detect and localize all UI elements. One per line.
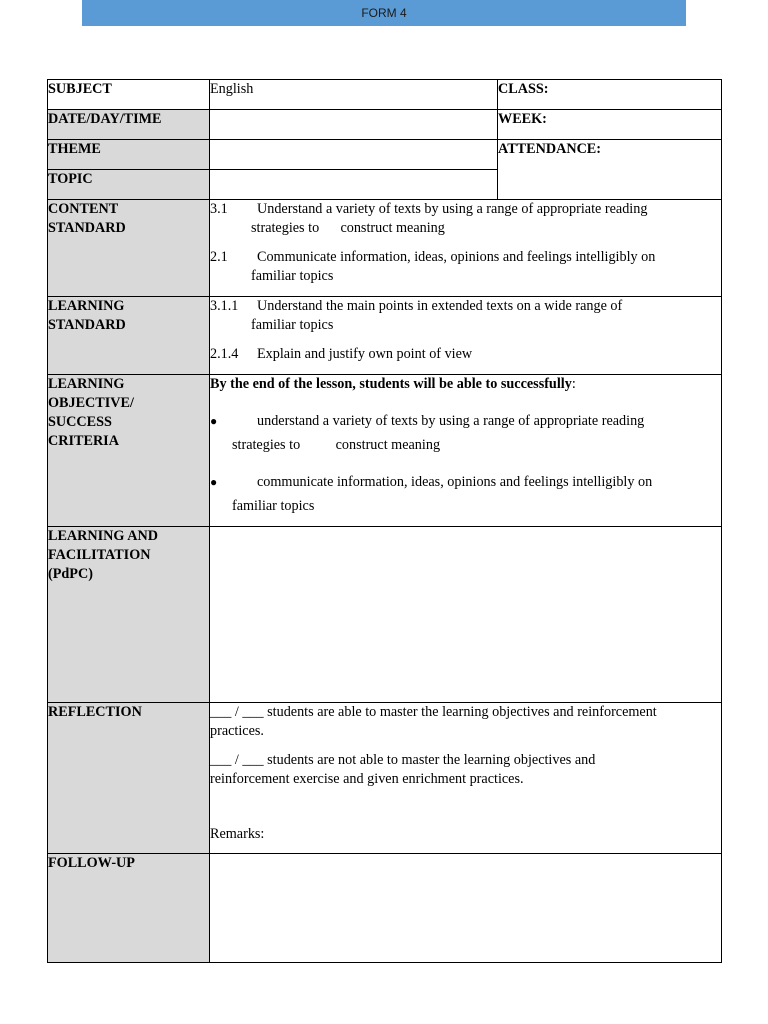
remarks-label: Remarks: [210, 826, 265, 842]
followup-label: FOLLOW-UP [48, 854, 210, 963]
content-standard-value[interactable]: 3.1 Understand a variety of texts by using a range of appropriate reading strategies to construct meaning 2.1 Communicate information, ideas, opinions and feelings intelligibly on familiar topics [210, 200, 722, 297]
content-standard-item: 3.1 Understand a variety of texts by using a range of appropriate reading [210, 201, 648, 217]
subject-label: SUBJECT [48, 80, 210, 110]
form-header-bar [82, 0, 686, 26]
reflection-row [48, 703, 722, 854]
class-label[interactable]: CLASS: [498, 80, 722, 110]
subject-value[interactable]: English [210, 80, 498, 110]
date-label: DATE/DAY/TIME [48, 110, 210, 140]
objective-row [48, 375, 722, 527]
week-label[interactable]: WEEK: [498, 110, 722, 140]
learning-standard-row [48, 297, 722, 375]
attendance-label[interactable]: ATTENDANCE: [498, 140, 722, 200]
theme-label: THEME [48, 140, 210, 170]
followup-value[interactable] [210, 854, 722, 963]
objective-heading: By the end of the lesson, students will be able to successfully: [210, 376, 576, 392]
facilitation-row [48, 527, 722, 703]
date-value[interactable] [210, 110, 498, 140]
content-standard-row [48, 200, 722, 297]
subject-row [48, 80, 722, 110]
learning-standard-item: 2.1.4 Explain and justify own point of view [210, 346, 473, 362]
objective-label: LEARNING OBJECTIVE/ SUCCESS CRITERIA [48, 375, 210, 527]
lesson-plan-table [47, 79, 722, 963]
learning-standard-label: LEARNING STANDARD [48, 297, 210, 375]
reflection-value[interactable]: ___ / ___ students are able to master the learning objectives and reinforcement practices. ___ / ___ students are not able to master the learning objectives and reinforcement exercise and given enrichment practices. Remarks: [210, 703, 722, 854]
facilitation-value[interactable] [210, 527, 722, 703]
topic-value[interactable] [210, 170, 498, 200]
objective-item: ● communicate information, ideas, opinions and feelings intelligibly on [210, 474, 653, 490]
learning-standard-value[interactable]: 3.1.1 Understand the main points in extended texts on a wide range of familiar topics 2.1.4 Explain and justify own point of view [210, 297, 722, 375]
date-row [48, 110, 722, 140]
learning-standard-item: 3.1.1 Understand the main points in extended texts on a wide range of [210, 298, 623, 314]
facilitation-label: LEARNING AND FACILITATION (PdPC) [48, 527, 210, 703]
bullet-icon: ● [210, 475, 218, 489]
followup-row [48, 854, 722, 963]
content-standard-item: 2.1 Communicate information, ideas, opinions and feelings intelligibly on [210, 249, 656, 265]
theme-value[interactable] [210, 140, 498, 170]
reflection-label: REFLECTION [48, 703, 210, 854]
topic-label: TOPIC [48, 170, 210, 200]
objective-item: ● understand a variety of texts by using a range of appropriate reading [210, 413, 645, 429]
content-standard-label: CONTENT STANDARD [48, 200, 210, 297]
bullet-icon: ● [210, 414, 218, 428]
theme-row [48, 140, 722, 170]
objective-value[interactable]: By the end of the lesson, students will be able to successfully: ● understand a variety of texts by using a range of appropriate reading strategies to construct meaning ● communicate information, ideas, opinions and feelings intelligibly on familiar topics [210, 375, 722, 527]
form-title: FORM 4 [361, 6, 407, 20]
